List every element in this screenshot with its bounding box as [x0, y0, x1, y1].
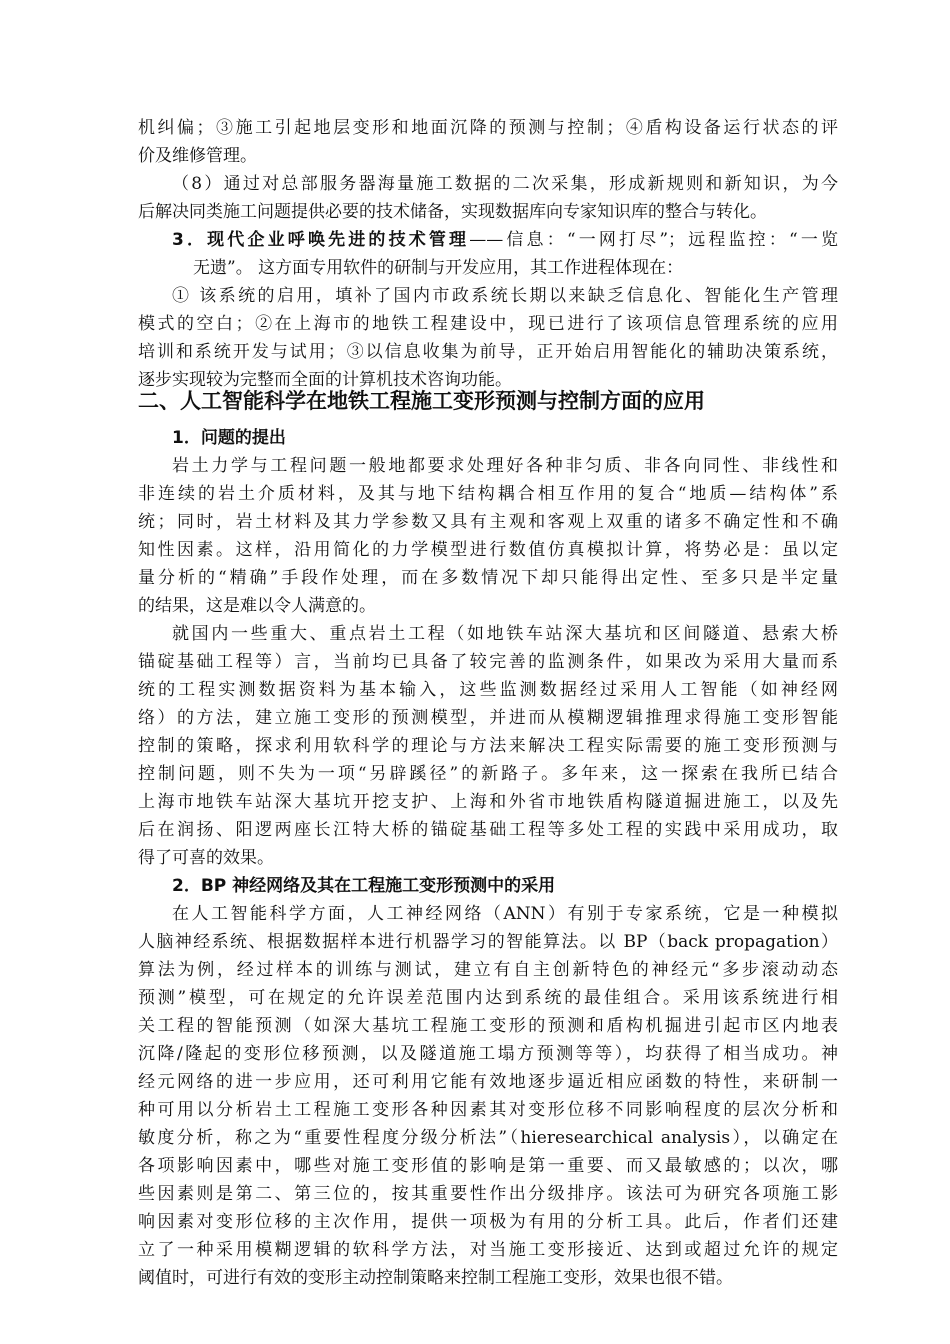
- text-line: 统；同时，岩土材料及其力学参数又具有主观和客观上双重的诸多不确定性和不确: [138, 512, 838, 532]
- sub2-title: 2．BP 神经网络及其在工程施工变形预测中的采用: [172, 876, 556, 896]
- text-line: 控制问题，则不失为一项“另辟蹊径”的新路子。多年来，这一探索在我所已结合: [138, 764, 838, 784]
- text-line: 模式的空白；②在上海市的地铁工程建设中，现已进行了该项信息管理系统的应用: [138, 314, 838, 334]
- text-line: 得了可喜的效果。: [138, 848, 274, 868]
- text-line: 机纠偏；③施工引起地层变形和地面沉降的预测与控制；④盾构设备运行状态的评: [138, 118, 838, 138]
- text-line: 些因素则是第二、第三位的，按其重要性作出分级排序。该法可为研究各项施工影: [138, 1184, 838, 1204]
- text-line: 培训和系统开发与试用；③以信息收集为前导，正开始启用智能化的辅助决策系统，: [138, 342, 838, 362]
- text-line: 知性因素。这样，沿用简化的力学模型进行数值仿真模拟计算，将势必是：虽以定: [138, 540, 838, 560]
- item3-line2: 无遗”。 这方面专用软件的研制与开发应用，其工作进程体现在：: [193, 258, 684, 278]
- text-line: 后在润扬、阳逻两座长江特大桥的锚碇基础工程等多处工程的实践中采用成功，取: [138, 820, 838, 840]
- text-line: 量分析的“精确”手段作处理，而在多数情况下却只能得出定性、至多只是半定量: [138, 568, 838, 588]
- item3-body: [138, 282, 838, 394]
- text-line: 锚碇基础工程等）言，当前均已具备了较完善的监测条件，如果改为采用大量而系: [138, 652, 838, 672]
- text-line: 立了一种采用模糊逻辑的软科学方法，对当施工变形接近、达到或超过允许的规定: [138, 1240, 838, 1260]
- text-line: 控制的策略，探求利用软科学的理论与方法来解决工程实际需要的施工变形预测与: [138, 736, 838, 756]
- section2-title: 二、人工智能科学在地铁工程施工变形预测与控制方面的应用: [138, 389, 705, 413]
- text-line: 经元网络的进一步应用，还可利用它能有效地逐步逼近相应函数的特性，来研制一: [138, 1072, 838, 1092]
- text-line: 就国内一些重大、重点岩土工程（如地铁车站深大基坑和区间隧道、悬索大桥: [172, 624, 838, 644]
- text-line: 在人工智能科学方面，人工神经网络（ANN）有别于专家系统，它是一种模拟: [172, 904, 838, 924]
- sub1-paragraph-1: [138, 452, 838, 620]
- text-line: 后解决同类施工问题提供必要的技术储备，实现数据库向专家知识库的整合与转化。: [138, 202, 767, 222]
- text-line: ① 该系统的启用，填补了国内市政系统长期以来缺乏信息化、智能化生产管理: [172, 286, 838, 306]
- text-line: 人脑神经系统、根据数据样本进行机器学习的智能算法。以 BP（back propagation）: [138, 932, 838, 952]
- sub2-paragraph-1: [138, 900, 838, 1292]
- item3-rest: ——信息：“一网打尽”；远程监控：“一览: [469, 230, 838, 250]
- sub1-paragraph-2: [138, 620, 838, 872]
- text-line: 的结果，这是难以令人满意的。: [138, 596, 376, 616]
- text-line: 络）的方法，建立施工变形的预测模型，并进而从模糊逻辑推理求得施工变形智能: [138, 708, 838, 728]
- text-line: 沉降/隆起的变形位移预测，以及隧道施工塌方预测等等），均获得了相当成功。神: [138, 1044, 838, 1064]
- text-line: 上海市地铁车站深大基坑开挖支护、上海和外省市地铁盾构隧道掘进施工，以及先: [138, 792, 838, 812]
- item3-bold-title: 3．现代企业呼唤先进的技术管理: [172, 230, 470, 250]
- text-line: 阈值时，可进行有效的变形主动控制策略来控制工程施工变形，效果也很不错。: [138, 1268, 733, 1288]
- sub1-title: 1．问题的提出: [172, 428, 286, 448]
- paragraph-continuation: [138, 114, 838, 226]
- item3-heading: [138, 226, 838, 282]
- text-line: 预测”模型，可在规定的允许误差范围内达到系统的最佳组合。采用该系统进行相: [138, 988, 838, 1008]
- text-line: 统的工程实测数据资料为基本输入，这些监测数据经过采用人工智能（如神经网: [138, 680, 838, 700]
- text-line: 逐步实现较为完整而全面的计算机技术咨询功能。: [138, 370, 512, 390]
- text-line: 关工程的智能预测（如深大基坑工程施工变形的预测和盾构机掘进引起市区内地表: [138, 1016, 838, 1036]
- text-line: 价及维修管理。: [138, 146, 257, 166]
- text-line: 算法为例，经过样本的训练与测试，建立有自主创新特色的神经元“多步滚动动态: [138, 960, 838, 980]
- text-line: （8）通过对总部服务器海量施工数据的二次采集，形成新规则和新知识，为今: [172, 174, 838, 194]
- text-line: 响因素对变形位移的主次作用，提供一项极为有用的分析工具。此后，作者们还建: [138, 1212, 838, 1232]
- text-line: 岩土力学与工程问题一般地都要求处理好各种非匀质、非各向同性、非线性和: [172, 456, 838, 476]
- text-line: 非连续的岩土介质材料，及其与地下结构耦合相互作用的复合“地质—结构体”系: [138, 484, 838, 504]
- text-line: 各项影响因素中，哪些对施工变形值的影响是第一重要、而又最敏感的；以次，哪: [138, 1156, 838, 1176]
- text-line: 敏度分析，称之为“重要性程度分级分析法”（hieresearchical analysis），以确定在: [138, 1128, 838, 1148]
- text-line: 种可用以分析岩土工程施工变形各种因素其对变形位移不同影响程度的层次分析和: [138, 1100, 838, 1120]
- item3-line1: [138, 226, 838, 254]
